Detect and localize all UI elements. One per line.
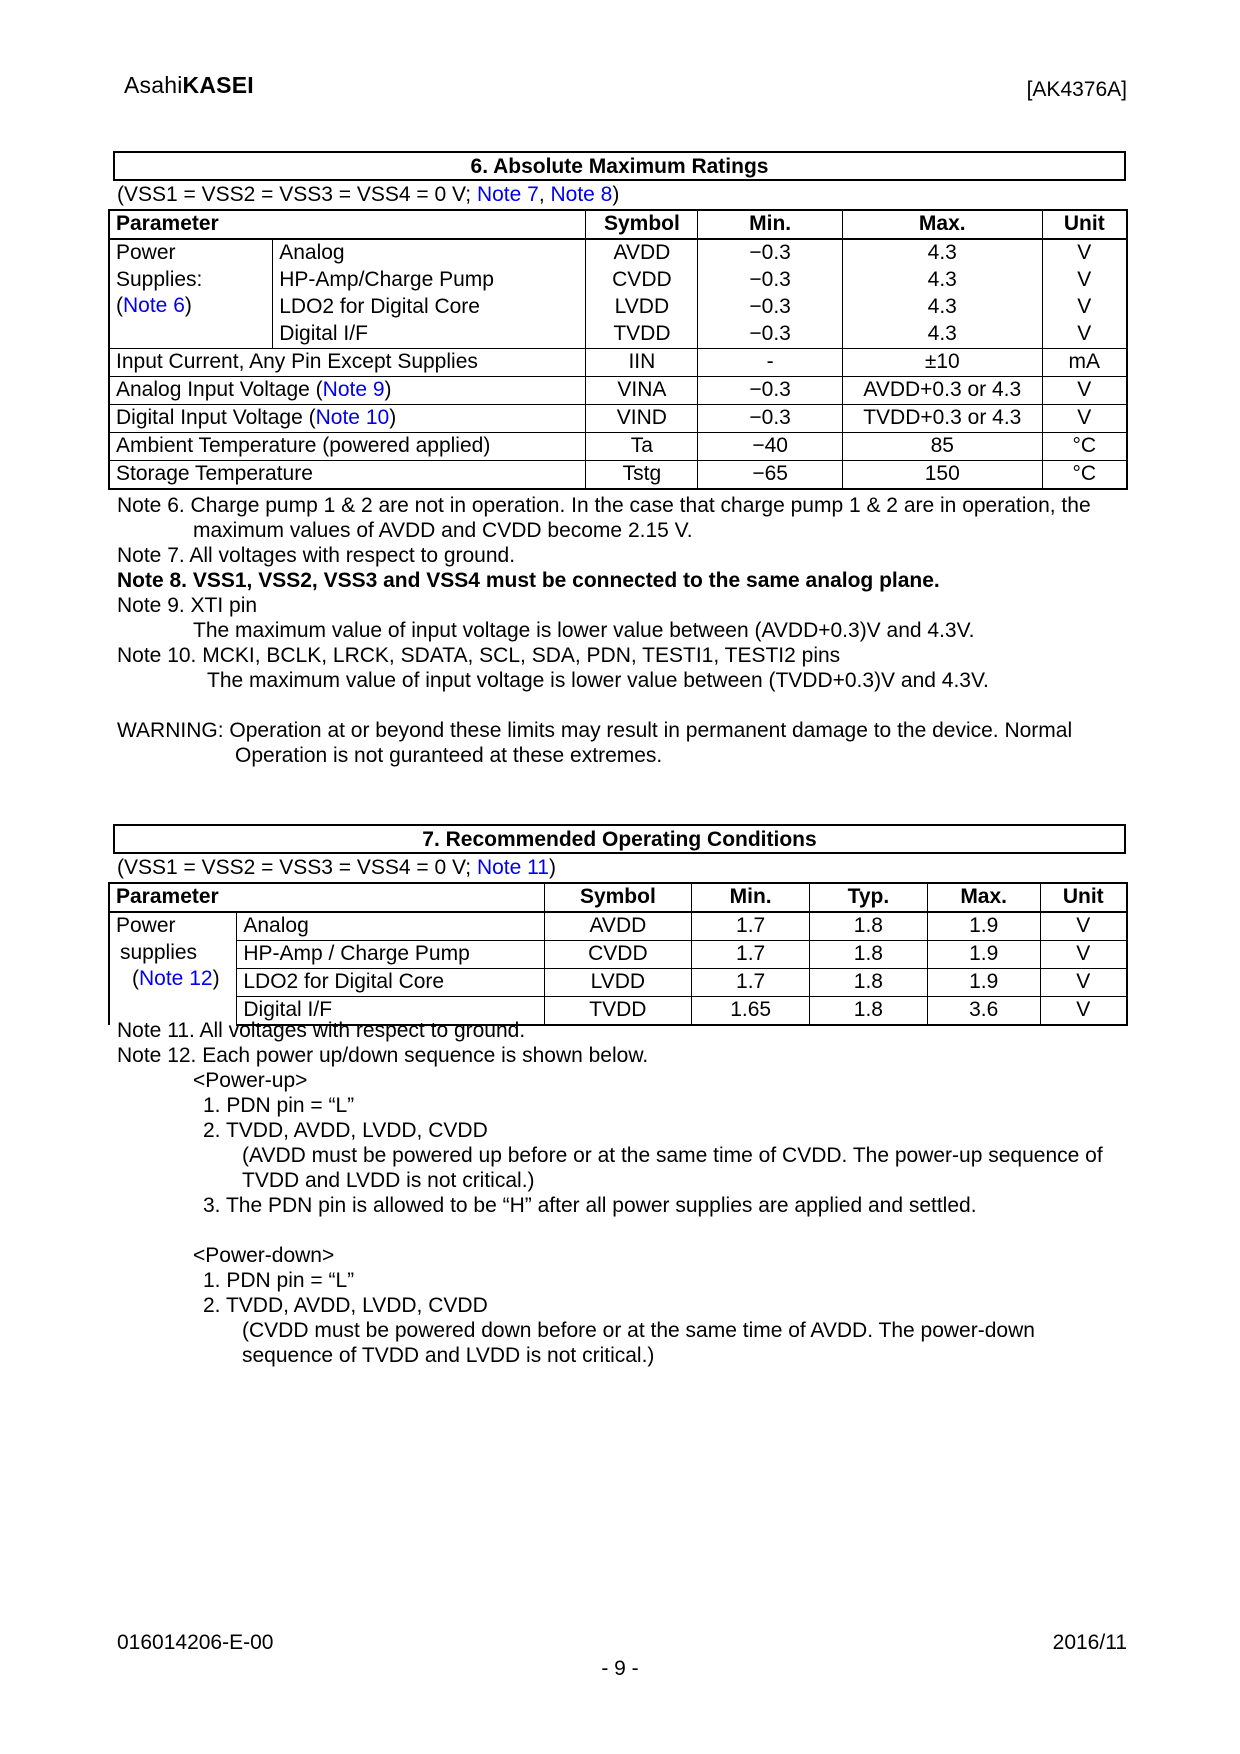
power-down-step-1: 1. PDN pin = “L” [203,1269,355,1292]
row-min: −0.3 [698,405,843,433]
power-up-step-2: 2. TVDD, AVDD, LVDD, CVDD [203,1119,488,1142]
row-min: - [698,349,843,377]
power-down-step-2-detail-cont: sequence of TVDD and LVDD is not critical.) [242,1344,655,1367]
supply-name: HP-Amp/Charge Pump [273,267,586,294]
row-unit: mA [1042,349,1127,377]
param-text: Input Current, Any Pin Except Supplies [116,350,478,373]
supply-name: LDO2 for Digital Core [237,969,544,997]
col-header-max: Max. [927,883,1040,912]
supply-name: Analog [237,912,544,941]
row-min: −65 [698,461,843,490]
power-supplies-label [109,239,273,349]
supply-name: LDO2 for Digital Core [273,294,586,321]
supply-max: 3.6 [927,997,1040,1026]
table-row [109,349,1127,377]
supply-max: 1.9 [927,969,1040,997]
cond-sep: , [538,183,551,206]
table-row [109,405,1127,433]
section-6-conditions [117,183,619,207]
table-row [109,461,1127,490]
warning-text-cont: Operation is not guranteed at these extremes. [235,744,663,767]
supply-unit: V [1040,997,1127,1026]
note-11-text: Note 11. All voltages with respect to ground. [117,1019,526,1042]
note-12-link[interactable]: Note 12 [139,967,213,990]
supply-unit: V [1042,267,1127,294]
supply-unit: V [1042,294,1127,321]
supply-max: 1.9 [927,941,1040,969]
col-header-typ: Typ. [810,883,928,912]
note-10-text: Note 10. MCKI, BCLK, LRCK, SDATA, SCL, SDA, PDN, TESTI1, TESTI2 pins [117,644,841,667]
row-max: 85 [842,433,1042,461]
row-max: 150 [842,461,1042,490]
cond-text: (VSS1 = VSS2 = VSS3 = VSS4 = 0 V; [117,856,477,879]
warning-text: WARNING: Operation at or beyond these limits may result in permanent damage to the device. Normal [117,719,1073,742]
supply-min: 1.7 [692,912,810,941]
supply-name: Analog [273,239,586,267]
supply-note-close: ) [212,967,220,990]
note-6-text-cont: maximum values of AVDD and CVDD become 2.15 V. [193,519,693,542]
col-header-symbol: Symbol [544,883,692,912]
col-header-unit: Unit [1042,210,1127,239]
row-param [109,405,586,433]
note-12-text: Note 12. Each power up/down sequence is shown below. [117,1044,649,1067]
supply-symbol: CVDD [544,941,692,969]
supply-symbol: TVDD [544,997,692,1026]
supply-unit: V [1040,969,1127,997]
col-header-symbol: Symbol [586,210,698,239]
supply-typ: 1.8 [810,912,928,941]
table-row [109,377,1127,405]
supply-symbol: AVDD [586,239,698,267]
recommended-operating-conditions-table [108,882,1128,1026]
supply-name: Digital I/F [273,321,586,349]
row-max: AVDD+0.3 or 4.3 [842,377,1042,405]
cond-text: (VSS1 = VSS2 = VSS3 = VSS4 = 0 V; [117,183,477,206]
table-row [109,433,1127,461]
note-9-text: Note 9. XTI pin [117,594,258,617]
supply-symbol: CVDD [586,267,698,294]
section-7-conditions [117,856,556,880]
row-max: ±10 [842,349,1042,377]
supply-symbol: TVDD [586,321,698,349]
supply-min: −0.3 [698,267,843,294]
row-unit: °C [1042,461,1127,490]
supply-note-close: ) [184,294,192,317]
power-up-title: <Power-up> [193,1069,308,1092]
row-symbol: VIND [586,405,698,433]
supply-label-2: Supplies: [116,267,203,291]
row-param [109,349,586,377]
document-date: 2016/11 [1052,1631,1127,1654]
row-unit: V [1042,405,1127,433]
col-header-unit: Unit [1040,883,1127,912]
row-symbol: IIN [586,349,698,377]
supply-min: −0.3 [698,239,843,267]
supply-name: HP-Amp / Charge Pump [237,941,544,969]
supply-min: 1.7 [692,941,810,969]
supply-unit: V [1040,912,1127,941]
note-8-text: Note 8. VSS1, VSS2, VSS3 and VSS4 must be connected to the same analog plane. [117,569,940,592]
row-min: −0.3 [698,377,843,405]
note-8-link[interactable]: Note 8 [550,183,613,206]
power-up-step-2-detail-cont: TVDD and LVDD is not critical.) [242,1169,535,1192]
section-7-notes [117,1018,1129,1368]
col-header-parameter: Parameter [109,210,586,239]
note-7-link[interactable]: Note 7 [476,183,539,206]
supply-typ: 1.8 [810,969,928,997]
table-row [109,912,1127,941]
param-text: Storage Temperature [116,462,313,485]
col-header-parameter: Parameter [109,883,544,912]
param-text: Digital Input Voltage ( [116,406,316,429]
supply-max: 4.3 [842,239,1042,267]
supply-note-open: ( [132,967,139,990]
supply-unit: V [1042,321,1127,349]
supply-min: 1.65 [692,997,810,1026]
supply-note-open: ( [116,294,123,317]
logo-text-bold: KASEI [182,72,254,98]
absolute-max-ratings-table [108,209,1128,490]
col-header-min: Min. [692,883,810,912]
logo-text-light: Asahi [124,72,183,98]
supply-note [116,966,230,993]
param-text: Ambient Temperature (powered applied) [116,434,491,457]
supply-min: 1.7 [692,969,810,997]
power-down-step-2: 2. TVDD, AVDD, LVDD, CVDD [203,1294,488,1317]
col-header-max: Max. [842,210,1042,239]
supply-symbol: LVDD [544,969,692,997]
param-close: ) [389,406,397,429]
note-10-text-cont: The maximum value of input voltage is lower value between (TVDD+0.3)V and 4.3V. [207,669,989,692]
param-text: Analog Input Voltage ( [116,378,323,401]
param-close: ) [384,378,392,401]
power-down-step-2-detail: (CVDD must be powered down before or at the same time of AVDD. The power-down [242,1319,1035,1342]
supply-max: 4.3 [842,294,1042,321]
supply-unit: V [1042,239,1127,267]
supply-max: 1.9 [927,912,1040,941]
cond-close: ) [548,856,556,879]
note-9-link[interactable]: Note 9 [322,378,385,401]
page-number: - 9 - [601,1657,639,1680]
power-up-step-1: 1. PDN pin = “L” [203,1094,355,1117]
row-min: −40 [698,433,843,461]
row-param [109,377,586,405]
supply-label-1: Power [116,914,176,937]
row-symbol: VINA [586,377,698,405]
note-7-text: Note 7. All voltages with respect to ground. [117,544,516,567]
power-up-step-2-detail: (AVDD must be powered up before or at the same time of CVDD. The power-up sequence of [242,1144,1103,1167]
supply-label-2: supplies [120,940,198,964]
supply-unit: V [1040,941,1127,969]
power-down-title: <Power-down> [193,1244,335,1267]
supply-typ: 1.8 [810,997,928,1026]
supply-min: −0.3 [698,294,843,321]
cond-close: ) [612,183,620,206]
row-param [109,461,586,490]
document-id: 016014206-E-00 [117,1631,274,1654]
table-row [109,941,1127,969]
company-logo [124,72,254,99]
power-up-step-3: 3. The PDN pin is allowed to be “H” after all power supplies are applied and settled. [203,1194,977,1217]
note-11-link[interactable]: Note 11 [476,856,549,879]
part-number: [AK4376A] [1026,78,1127,101]
section-7-title: 7. Recommended Operating Conditions [113,824,1126,854]
supply-label-1: Power [116,241,176,264]
row-symbol: Ta [586,433,698,461]
table-row [109,239,1127,267]
row-unit: °C [1042,433,1127,461]
supply-name: Digital I/F [237,997,544,1026]
row-unit: V [1042,377,1127,405]
note-6-link[interactable]: Note 6 [123,294,185,317]
row-max: TVDD+0.3 or 4.3 [842,405,1042,433]
table-row [109,969,1127,997]
row-symbol: Tstg [586,461,698,490]
supply-max: 4.3 [842,321,1042,349]
section-6-title: 6. Absolute Maximum Ratings [113,151,1126,181]
section-6-notes [117,493,1129,768]
supply-min: −0.3 [698,321,843,349]
col-header-min: Min. [698,210,843,239]
supply-symbol: LVDD [586,294,698,321]
supply-typ: 1.8 [810,941,928,969]
supply-max: 4.3 [842,267,1042,294]
note-6-text: Note 6. Charge pump 1 & 2 are not in operation. In the case that charge pump 1 & 2 are in operation, the [117,494,1091,517]
row-param [109,433,586,461]
supply-symbol: AVDD [544,912,692,941]
note-10-link[interactable]: Note 10 [315,406,390,429]
power-supplies-label [109,912,237,1025]
supply-note [116,293,266,320]
note-9-text-cont: The maximum value of input voltage is lower value between (AVDD+0.3)V and 4.3V. [193,619,975,642]
